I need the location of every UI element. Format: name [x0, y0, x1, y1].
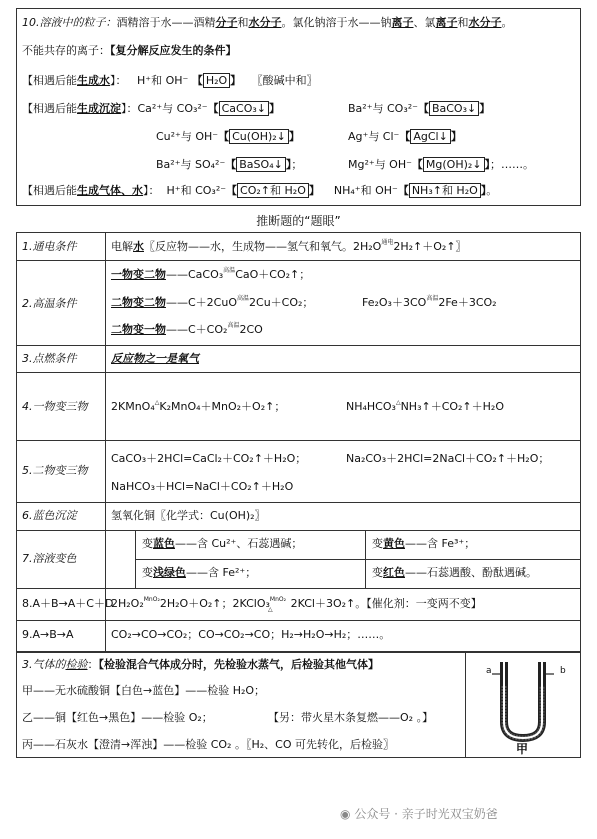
color-lightgreen: 变浅绿色——含 Fe²⁺；: [142, 566, 257, 579]
row2-line2: 二物变二物——C＋2CuO$^{高温}$2Cu＋CO₂；: [111, 295, 314, 309]
row-line: [16, 440, 581, 441]
row3-content: 反应物之一是氧气: [111, 352, 199, 365]
row5-l2: NaHCO₃＋HCl=NaCl＋CO₂↑＋H₂O: [111, 480, 294, 493]
precip-3b: Mg²⁺与 OH⁻【 Mg(OH)₂↓ 】；……。: [348, 158, 535, 171]
watermark: ◉ 公众号 · 亲子时光双宝奶爸: [340, 807, 498, 821]
row-line: [16, 345, 581, 346]
fig-label-main: 甲: [516, 742, 529, 756]
precip-line-3: Ba²⁺与 SO₄²⁻【 BaSO₄↓ 】；: [156, 158, 303, 171]
clue-table: [16, 232, 581, 652]
row-label: 1.通电条件: [22, 240, 77, 253]
gas-check-l2-note: 【另：带火星木条复燃——O₂ 。】: [268, 711, 434, 724]
row4-b: NH₄HCO₃△NH₃↑＋CO₂↑＋H₂O: [346, 399, 504, 413]
row2-line2b: $Fe_2O_3+3CO^{高温}2Fe+3CO_2$: [362, 295, 497, 309]
row5-l1a: CaCO₃＋2HCl=CaCl₂＋CO₂↑＋H₂O；: [111, 452, 307, 465]
row4-a: 2KMnO₄△K₂MnO₄＋MnO₂＋O₂↑；: [111, 399, 286, 413]
table-divider: [105, 232, 106, 652]
row-line: [16, 372, 581, 373]
particles-line: 10.溶液中的粒子：酒精溶于水——酒精分子和水分子。氯化钠溶于水——钠离子、氯离子和水分子。: [22, 16, 513, 29]
row-label: 8.A＋B→A＋C＋D: [22, 597, 114, 610]
row5-l1b: Na₂CO₃＋2HCl=2NaCl＋CO₂↑＋H₂O；: [346, 452, 550, 465]
gas-check-l2: 乙——铜【红色→黑色】——检验 O₂；: [22, 711, 213, 724]
row-line: [16, 530, 581, 531]
row-line: [16, 260, 581, 261]
wechat-icon: ◉: [340, 807, 351, 821]
row2-line1: 一物变二物——CaCO₃$^{高温}$CaO＋CO₂↑；: [111, 267, 311, 281]
section-title: 推断题的“题眼”: [256, 214, 341, 228]
gas-check-divider: [465, 652, 466, 758]
gas-check-l3: 丙——石灰水【澄清→浑浊】——检验 CO₂ 。〖H₂、CO 可先转化，后检验〗: [22, 738, 394, 751]
gas-check-title: 3.气体的检验：【检验混合气体成分时，先检验水蒸气，后检验其他气体】: [22, 658, 379, 671]
row-label: 5.二物变三物: [22, 464, 88, 477]
color-yellow: 变黄色——含 Fe³⁺；: [372, 537, 476, 550]
precip-line-2: Cu²⁺与 OH⁻【 Cu(OH)₂↓ 】: [156, 130, 300, 143]
row6-content: 氢氧化铜〖化学式：Cu(OH)₂〗: [111, 509, 266, 522]
water-line: 【相遇后能生成水】： H⁺和 OH⁻ 【 H₂O 】 〖酸碱中和〗: [22, 74, 318, 87]
color-red: 变红色——石蕊遇酸、酚酞遇碱。: [372, 566, 537, 579]
gas-line: 【相遇后能生成气体、水】： H⁺和 CO₃²⁻【 CO₂↑和 H₂O 】 NH₄⁺和 OH⁻【 NH₃↑和 H₂O 】。: [22, 184, 498, 197]
fig-label-a: a: [486, 666, 492, 676]
row-line: [16, 588, 581, 589]
color-grid-v2: [365, 530, 366, 588]
precip-line-1: 【相遇后能生成沉淀】：Ca²⁺与 CO₃²⁻【 CaCO₃↓ 】: [22, 102, 280, 115]
color-grid-h: [135, 559, 581, 560]
row-line: [16, 502, 581, 503]
fig-label-b: b: [560, 666, 566, 676]
row-label: 6.蓝色沉淀: [22, 509, 77, 522]
gas-check-l1: 甲——无水硫酸铜【白色→蓝色】——检验 H₂O；: [22, 684, 266, 697]
precip-2b: Ag⁺与 Cl⁻【 AgCl↓ 】: [348, 130, 462, 143]
row1-content: 电解水〖反应物——水，生成物——氢气和氧气。$2H_2O^{通电}2H_2↑+O_2↑$〗: [111, 239, 467, 253]
precip-1b: Ba²⁺与 CO₃²⁻【 BaCO₃↓ 】: [348, 102, 491, 115]
color-blue: 变蓝色——含 Cu²⁺、石蕊遇碱；: [142, 537, 303, 550]
row9-content: CO₂→CO→CO₂；CO→CO₂→CO；H₂→H₂O→H₂；……。: [111, 628, 391, 641]
row-label: 4.一物变三物: [22, 400, 88, 413]
row-label: 7.溶液变色: [22, 552, 77, 565]
color-grid-v1: [135, 530, 136, 588]
row-label: 2.高温条件: [22, 297, 77, 310]
row-line: [16, 620, 581, 621]
row-label: 9.A→B→A: [22, 628, 74, 641]
row-label: 3.点燃条件: [22, 352, 77, 365]
row8-content: 2H₂O₂$^{MnO_2}$2H₂O＋O₂↑；2KClO₃$^{MnO_2}_\triangle$ 2KCl＋3O₂↑。【催化剂：一变两不变】: [111, 596, 482, 613]
coexist-line: 不能共存的离子：【复分解反应发生的条件】: [22, 44, 237, 57]
row2-line3: 二物变一物——C＋CO₂$^{高温}$2CO: [111, 322, 263, 336]
